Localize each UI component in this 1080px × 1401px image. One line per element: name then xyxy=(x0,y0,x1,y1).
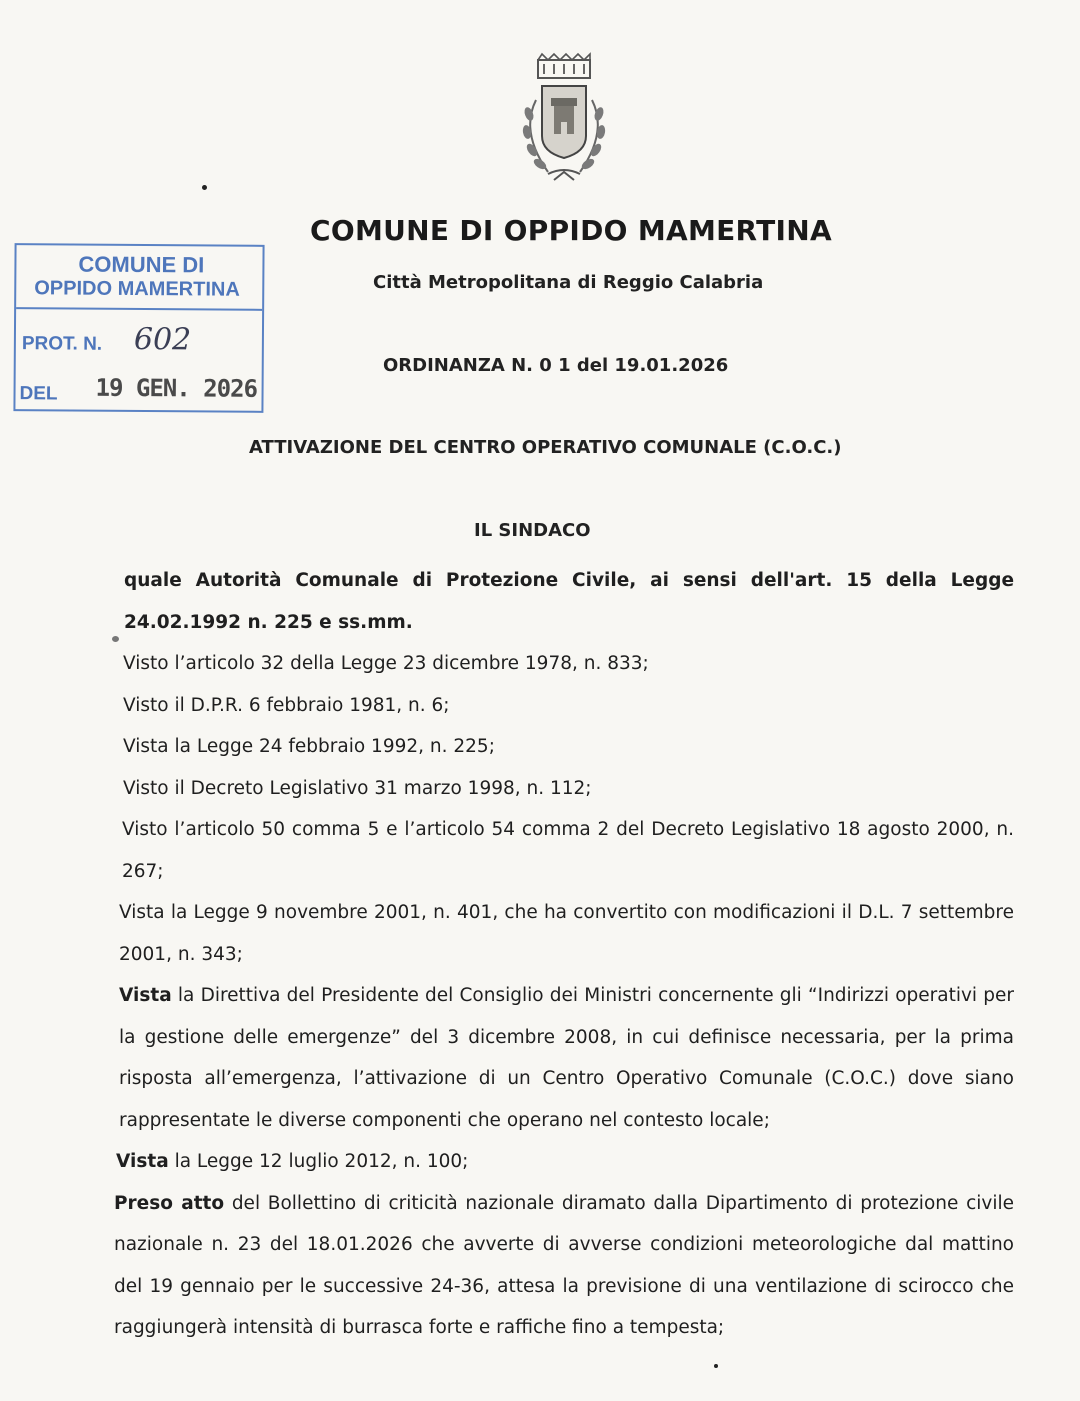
page-subtitle: Città Metropolitana di Reggio Calabria xyxy=(373,272,764,293)
direttiva-lead: Vista xyxy=(119,985,172,1006)
scan-speck xyxy=(112,636,119,642)
legge-lead: Vista xyxy=(116,1151,169,1172)
coat-of-arms-icon xyxy=(510,52,618,192)
page-title: COMUNE DI OPPIDO MAMERTINA xyxy=(310,214,832,247)
protocol-stamp xyxy=(13,243,264,413)
direttiva-text: la Direttiva del Presidente del Consiglio dei Ministri concernente gli “Indirizzi operativi per la gestione delle emergenze” del 3 dicembre 2008, in cui definisce necessaria, per la prima risposta all’emergenza, l’attivazione di un Centro Operativo Comunale (C.O.C.) dove siano rappresentate le diverse componenti che operano nel contesto locale; xyxy=(119,985,1014,1131)
scan-speck xyxy=(714,1364,718,1368)
visto-paragraph: Visto l’articolo 50 comma 5 e l’articolo 54 comma 2 del Decreto Legislativo 18 agosto 2000, n. 267; xyxy=(122,819,1014,882)
visto-paragraph: Visto il Decreto Legislativo 31 marzo 1998, n. 112; xyxy=(123,777,592,799)
stamp-line-1: COMUNE DI xyxy=(78,251,205,278)
document-body xyxy=(114,560,1014,1349)
scan-speck xyxy=(202,185,207,190)
preso-atto-paragraph xyxy=(114,1183,1014,1349)
preso-atto-text: del Bollettino di criticità nazionale diramato dalla Dipartimento di protezione civile nazionale n. 23 del 18.01.2026 che avverte di avverse condizioni meteorologiche dal mattino del 19 gennaio per le successive 24-36, attesa la previsione di una ventilazione di scirocco che raggiungerà intensità di burrasca forte e raffiche fino a tempesta; xyxy=(114,1192,1014,1338)
stamp-line-2: OPPIDO MAMERTINA xyxy=(34,277,240,301)
legge-paragraph xyxy=(114,1141,1014,1183)
visto-paragraph: Visto il D.P.R. 6 febbraio 1981, n. 6; xyxy=(123,694,450,716)
stamp-divider xyxy=(16,307,262,311)
direttiva-paragraph xyxy=(114,975,1014,1141)
ordinance-number: ORDINANZA N. 0 1 del 19.01.2026 xyxy=(383,355,729,376)
authority-paragraph: quale Autorità Comunale di Protezione Civile, ai sensi dell'art. 15 della Legge 24.02.1992 n. 225 e ss.mm. xyxy=(124,570,1014,633)
visto-paragraph: Vista la Legge 24 febbraio 1992, n. 225; xyxy=(123,736,495,757)
ordinance-subject: ATTIVAZIONE DEL CENTRO OPERATIVO COMUNALE (C.O.C.) xyxy=(249,437,842,458)
legge-text: la Legge 12 luglio 2012, n. 100; xyxy=(168,1151,469,1172)
stamp-del-label: DEL xyxy=(19,383,58,405)
preso-atto-lead: Preso atto xyxy=(114,1192,225,1214)
mayor-heading: IL SINDACO xyxy=(474,520,591,541)
stamp-prot-label: PROT. N. xyxy=(21,333,103,355)
visto-paragraph: Vista la Legge 9 novembre 2001, n. 401, che ha convertito con modificazioni il D.L. 7 settembre 2001, n. 343; xyxy=(119,902,1014,965)
stamp-prot-number: 602 xyxy=(133,321,192,358)
visto-paragraph: Visto l’articolo 32 della Legge 23 dicembre 1978, n. 833; xyxy=(123,653,649,674)
stamp-date: 19 GEN. 2026 xyxy=(95,373,258,403)
